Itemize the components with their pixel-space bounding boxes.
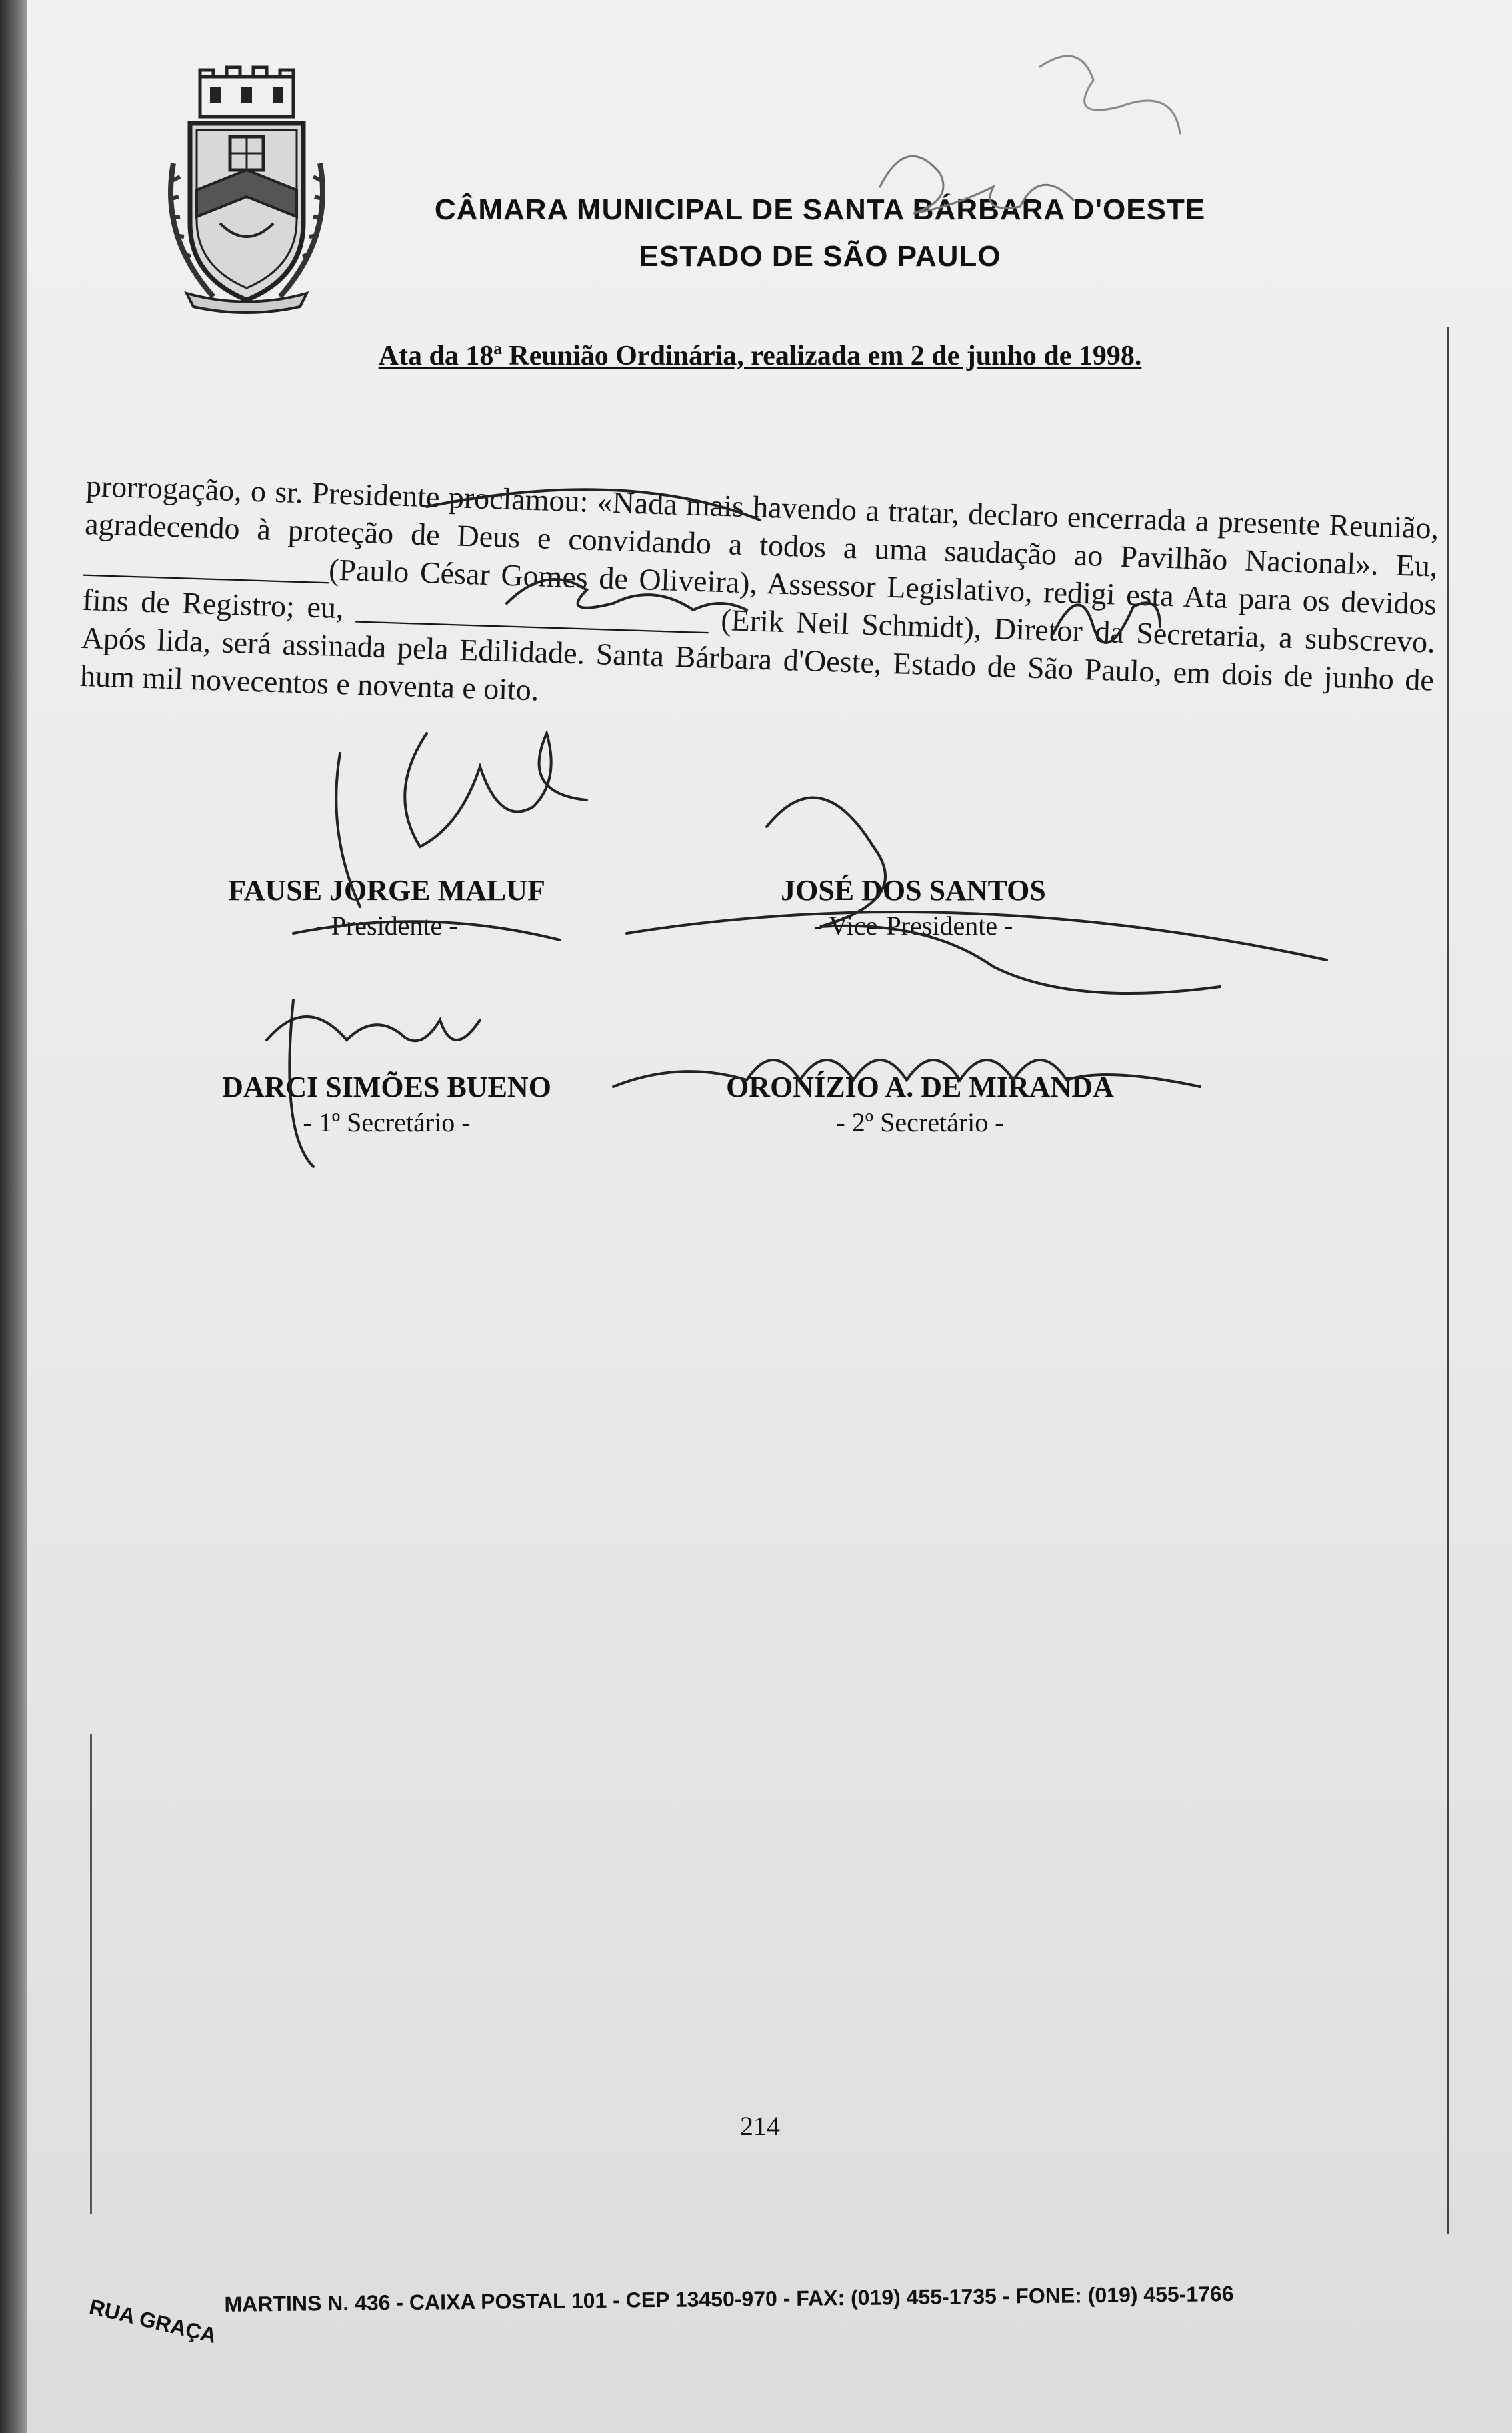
signatory-role: - Vice-Presidente - xyxy=(813,911,1013,941)
footer-street: RUA GRAÇA xyxy=(87,2294,219,2348)
document-title: Ata da 18ª Reunião Ordinária, realizada em 2 de junho de 1998. xyxy=(378,341,1142,371)
signatory-role: - 2º Secretário - xyxy=(836,1107,1004,1137)
document-page xyxy=(27,0,1512,2433)
signatory-second-secretary xyxy=(660,1070,1180,1138)
signatory-name: JOSÉ DOS SANTOS xyxy=(781,874,1046,907)
signatory-first-secretary xyxy=(180,1070,593,1138)
municipal-coat-of-arms-icon xyxy=(160,63,333,317)
footer-contact: MARTINS N. 436 - CAIXA POSTAL 101 - CEP 13450-970 - FAX: (019) 455-1735 - FONE: (019) 455-1766 xyxy=(224,2281,1234,2316)
org-name: CÂMARA MUNICIPAL DE SANTA BÁRBARA D'OESTE xyxy=(434,193,1206,226)
signatory-role: - 1º Secretário - xyxy=(303,1107,471,1137)
address-footer xyxy=(87,2279,1473,2348)
signatory-name: ORONÍZIO A. DE MIRANDA xyxy=(726,1071,1114,1103)
left-margin-rule xyxy=(90,1734,92,2214)
minutes-body xyxy=(79,467,1439,737)
signatory-vice-president xyxy=(707,873,1120,941)
signatory-name: DARCI SIMÕES BUENO xyxy=(222,1071,551,1103)
signatory-name: FAUSE JORGE MALUF xyxy=(228,874,545,907)
page-number: 214 xyxy=(740,2111,780,2141)
margin-rule xyxy=(1447,327,1449,2234)
org-state: ESTADO DE SÃO PAULO xyxy=(639,240,1001,273)
letterhead xyxy=(347,193,1293,273)
signatory-president xyxy=(180,873,593,941)
scan-shadow-edge xyxy=(0,0,27,2433)
signature-top-right-faint xyxy=(1040,56,1180,133)
signatory-role: - Presidente - xyxy=(315,911,458,941)
closing-paragraph: prorrogação, o sr. Presidente proclamou: «Nada mais havendo a tratar, declaro encerrada a presente Reunião, agradecendo à proteção de Deus e convidando a todos a uma saudação ao Pavilhão Nacional». Eu, ________________(Paulo César Gomes de Oliveira), Assessor Legislativo, redigi esta Ata para os devidos fins de Registro; eu, _______________________ (Erik Neil Schmidt), Diretor da Secretaria, a subscrevo. Após lida, será assinada pela Edilidade. Santa Bárbara d'Oeste, Estado de São Paulo, em dois de junho de hum mil novecentos e noventa e oito. xyxy=(79,468,1439,707)
